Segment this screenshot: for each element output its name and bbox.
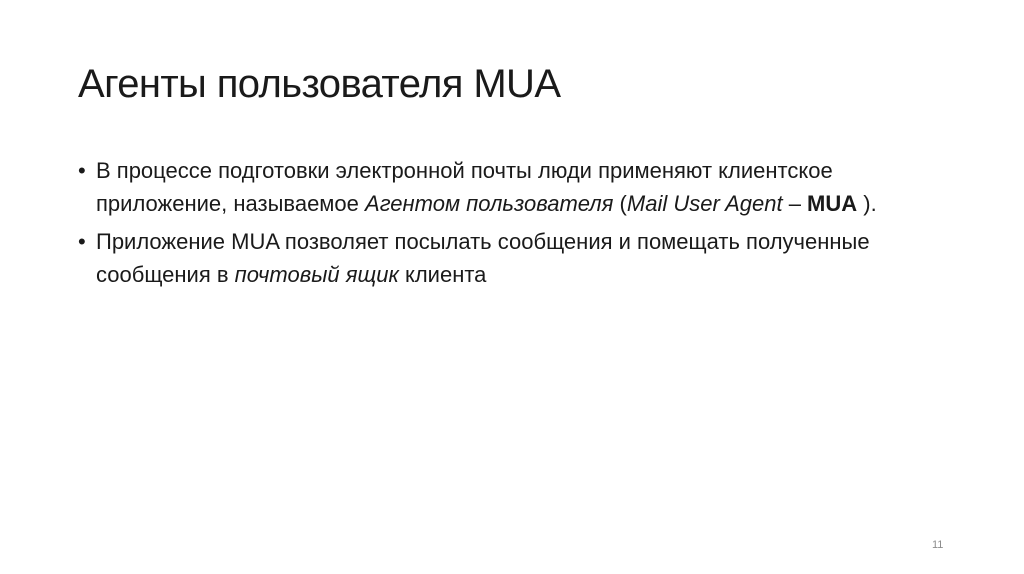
bullet-1-italic-term: Агентом пользователя: [365, 191, 614, 216]
bullet-2-italic-term: почтовый ящик: [234, 262, 399, 287]
slide-title: Агенты пользователя MUA: [78, 62, 561, 106]
bullet-text-1: [96, 158, 877, 216]
bullet-2-text-part: Приложение MUA позволяет посылать сообщения и помещать полученные сообщения в: [96, 229, 870, 287]
bullet-dot-icon: •: [78, 158, 86, 183]
bullet-1-text-part: –: [782, 191, 808, 216]
bullet-1-text-part: В процессе подготовки электронной почты люди применяют клиентское приложение, называемое: [96, 158, 833, 216]
bullet-1-text-part: (: [613, 191, 627, 216]
bullet-item-1: [78, 154, 938, 220]
bullet-list: [78, 154, 938, 296]
page-number: 11: [932, 539, 944, 551]
bullet-1-bold-acronym: MUA: [807, 191, 858, 216]
bullet-text-2: [96, 229, 870, 287]
bullet-1-text-part: ).: [857, 191, 877, 216]
bullet-2-text-part: клиента: [398, 262, 487, 287]
bullet-dot-icon: •: [78, 229, 86, 254]
bullet-item-2: [78, 225, 938, 291]
bullet-1-italic-term-english: Mail User Agent: [626, 191, 783, 216]
